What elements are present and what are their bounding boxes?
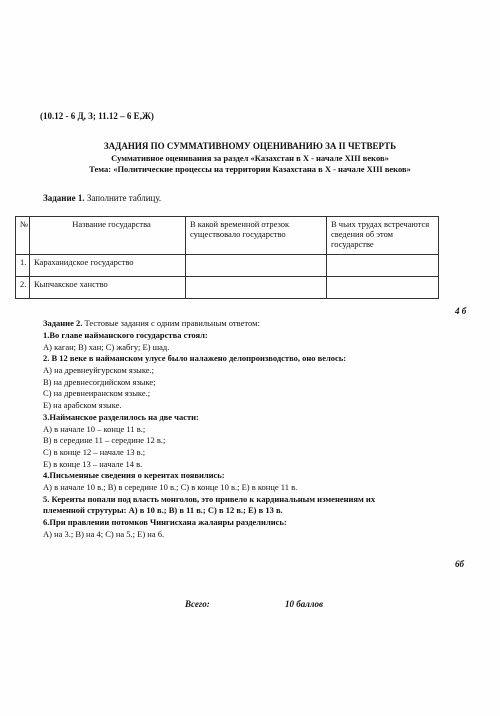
answer-options: С) на древнеиранском языке.; <box>43 388 151 399</box>
task2-score: 6б <box>455 559 464 569</box>
task1-instruction: Заполните таблицу. <box>84 193 162 203</box>
states-table <box>15 216 439 299</box>
total-label: Всего: <box>185 599 210 609</box>
class-schedule-code: (10.12 - 6 Д, З; 11.12 – 6 Е,Ж) <box>40 111 154 121</box>
answer-options: В) в середине 11 – середине 12 в.; <box>43 435 166 446</box>
header-period: В какой временной отрезок существовало государство <box>186 217 327 255</box>
answer-options: А) на 3.; В) на 4; С) на 5.; Е) на 6. <box>43 528 165 539</box>
topic-line: Тема: «Политические процессы на территории Казахстана в Х - начале XIII веков» <box>89 164 411 174</box>
task2-instruction: Тестовые задания с одним правильным ответом: <box>82 318 260 328</box>
question-text: 5. Кереиты попали под власть монголов, это привело к кардинальным изменениям их <box>43 493 376 504</box>
page-subtitle: Суммативное оценивания за раздел «Казахстан в Х - начале XIII веков» <box>111 153 389 163</box>
question-text: 2. В 12 веке в найманском улусе было налажено делопроизводство, оно велось: <box>43 353 347 364</box>
task1-heading <box>43 193 161 204</box>
total-value: 10 баллов <box>285 599 323 609</box>
header-number: № <box>16 217 30 255</box>
task2-label: Задание 2. <box>43 318 83 328</box>
task2-heading <box>43 318 260 329</box>
row-number: 2. <box>16 277 30 299</box>
row-period-cell[interactable] <box>186 277 327 299</box>
page-title: ЗАДАНИЯ ПО СУММАТИВНОМУ ОЦЕНИВАНИЮ ЗА II ЧЕТВЕРТЬ <box>103 141 397 151</box>
answer-options: В) на древнесогдийском языке; <box>43 376 156 387</box>
answer-options: А) в начале 10 в.; В) в середине 10 в.; С) в конце 10 в.; Е) в конце 11 в. <box>43 481 298 492</box>
question-text: 4.Письменные сведения о керентах появились: <box>43 470 225 481</box>
table-row <box>16 255 439 277</box>
row-state-name: Кыпчакское ханство <box>30 277 186 299</box>
row-sources-cell[interactable] <box>327 255 439 277</box>
row-sources-cell[interactable] <box>327 277 439 299</box>
answer-options: А) в начале 10 – конце 11 в.; <box>43 423 146 434</box>
table-header-row <box>16 217 439 255</box>
answer-options: С) в конце 12 – начале 13 в.; <box>43 446 146 457</box>
task1-score: 4 б <box>455 306 467 316</box>
question-text: племенной струтуры: А) в 10 в.; В) в 11 в.; С) в 12 в.; Е) в 13 в. <box>43 505 283 516</box>
question-text: 1.Во главе найманского государства стоял: <box>43 330 208 340</box>
row-number: 1. <box>16 255 30 277</box>
table-row <box>16 277 439 299</box>
question-text: 3.Найманское разделилось на две части: <box>43 411 199 422</box>
header-sources: В чьих трудах встречаются сведения об этом государстве <box>327 217 439 255</box>
row-state-name: Караханидское государство <box>30 255 186 277</box>
answer-options: Е) на арабском языке. <box>43 400 122 411</box>
answer-options: Е) в конце 13 – начале 14 в. <box>43 458 143 469</box>
task2-questions <box>43 330 375 540</box>
header-state-name: Название государства <box>30 217 186 255</box>
answer-options: А) на древнеуйгурском языке.; <box>43 365 155 376</box>
row-period-cell[interactable] <box>186 255 327 277</box>
question-text: 6.При правлении потомков Чингисхана жаланры разделились: <box>43 517 287 527</box>
answer-options: А) каган; В) хан; С) жабгу; Е) шад. <box>43 341 170 352</box>
task1-label: Задание 1. <box>43 193 85 203</box>
